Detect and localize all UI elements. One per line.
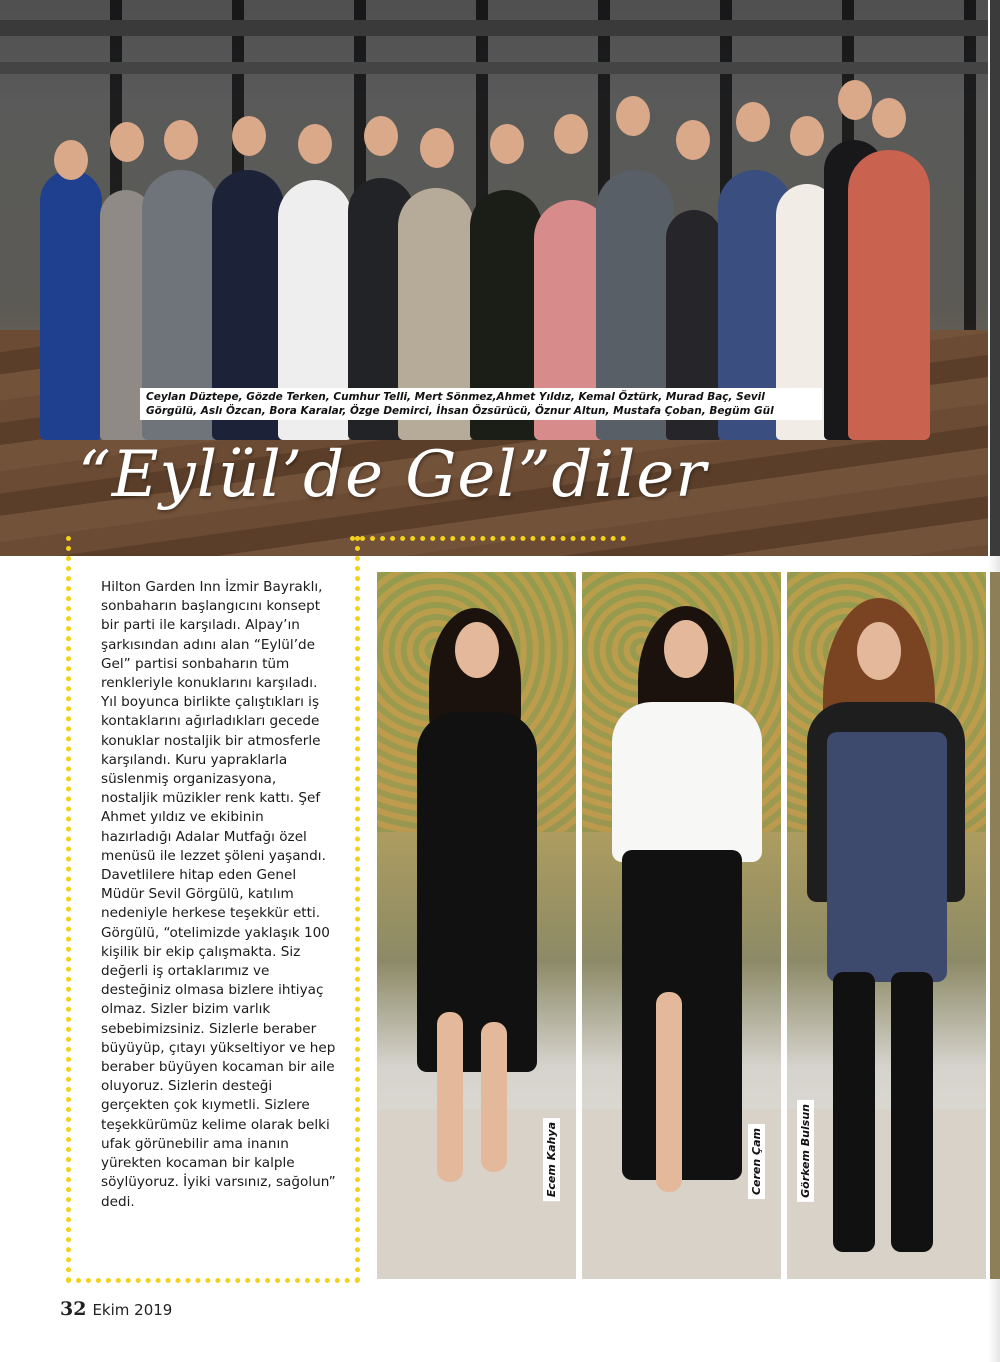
person-head	[554, 114, 588, 154]
person-head	[54, 140, 88, 180]
person-head	[838, 80, 872, 120]
page-footer	[60, 1298, 172, 1320]
group-photo	[0, 0, 988, 556]
white-blouse	[612, 702, 762, 862]
person-head	[872, 98, 906, 138]
person-head	[490, 124, 524, 164]
boot	[891, 972, 933, 1252]
person-head	[736, 102, 770, 142]
face	[664, 620, 708, 678]
person-figure	[417, 712, 537, 1072]
person-head	[164, 120, 198, 160]
page-edge	[988, 0, 1000, 1362]
article-body: Hilton Garden Inn İzmir Bayraklı, sonbaharın başlangıcını konsept bir parti ile karşıladı. Alpay’ın şarkısından adını alan “Eylül’de Gel” partisi sonbaharın tüm renkleriyle konuklarını karşıladı. Yıl boyunca birlikte çalıştıkları iş kontaklarını ağırladıkları gecede konuklar nostaljik bir atmosferle karşılandı. Kuru yapraklarla süslenmiş organizasyona, nostaljik müzikler renk kattı. Şef Ahmet yıldız ve ekibinin hazırladığı Adalar Mutfağı özel menüsü ile lezzet şöleni yaşandı. Davetlilere hitap eden Genel Müdür Sevil Görgülü, katılım nedeniyle herkese teşekkür etti. Görgülü, “otelimizde yaklaşık 100 kişilik bir ekip çalışmakta. Siz değerli iş ortaklarımız ve desteğiniz olmasa bizlere ihtiyaç olmaz. Sizler bizim varlık sebebimizsiniz. Sizlerle beraber büyüyüp, çıtayı yükseltiyor ve hep beraber büyüyen kocaman bir aile oluyoruz. Sizlerin desteği gerçekten çok kıymetli. Sizlere teşekkürümüz kelime olarak belki ufak görünebilir ama inanın yürekten kocaman bir kalple söylüyoruz. İyiki varsınız, sağolun” dedi.	[101, 579, 336, 1210]
portrait-photo	[582, 572, 781, 1279]
marble-floor	[787, 1109, 986, 1279]
person-head	[232, 116, 266, 156]
face	[455, 622, 499, 678]
person-head	[420, 128, 454, 168]
window-frame	[0, 62, 988, 74]
page-number: 32	[60, 1298, 87, 1320]
page-edge-strip	[990, 0, 1000, 556]
portrait-photo	[787, 572, 986, 1279]
article-title: “Eylül’de Gel”diler	[78, 438, 707, 512]
person-head	[790, 116, 824, 156]
window-frame	[0, 20, 988, 36]
leg	[656, 992, 682, 1192]
person-head	[616, 96, 650, 136]
person-head	[110, 122, 144, 162]
face	[857, 622, 901, 680]
photo-caption: Ceylan Düztepe, Gözde Terken, Cumhur Telli, Mert Sönmez,Ahmet Yıldız, Kemal Öztürk, Murad Baç, Sevil Görgülü, Aslı Özcan, Bora Karalar, Özge Demirci, İhsan Özsürücü, Öznur Altun, Mustafa Çoban, Begüm Gül	[140, 388, 822, 420]
person-figure	[848, 150, 930, 440]
boot	[833, 972, 875, 1252]
person-head	[676, 120, 710, 160]
portrait-name-label: Ecem Kahya	[543, 1118, 560, 1201]
portrait-name-label: Ceren Çam	[748, 1124, 765, 1199]
page-edge-strip	[990, 572, 1000, 1279]
blue-dress	[827, 732, 947, 982]
person-figure	[40, 170, 102, 440]
dotted-divider	[350, 536, 626, 541]
portrait-photo	[377, 572, 576, 1279]
legs	[481, 1022, 507, 1172]
legs	[437, 1012, 463, 1182]
person-head	[298, 124, 332, 164]
person-head	[364, 116, 398, 156]
black-trousers	[622, 850, 742, 1180]
portrait-name-label: Görkem Bulsun	[797, 1100, 814, 1202]
issue-date: Ekim 2019	[92, 1301, 173, 1319]
